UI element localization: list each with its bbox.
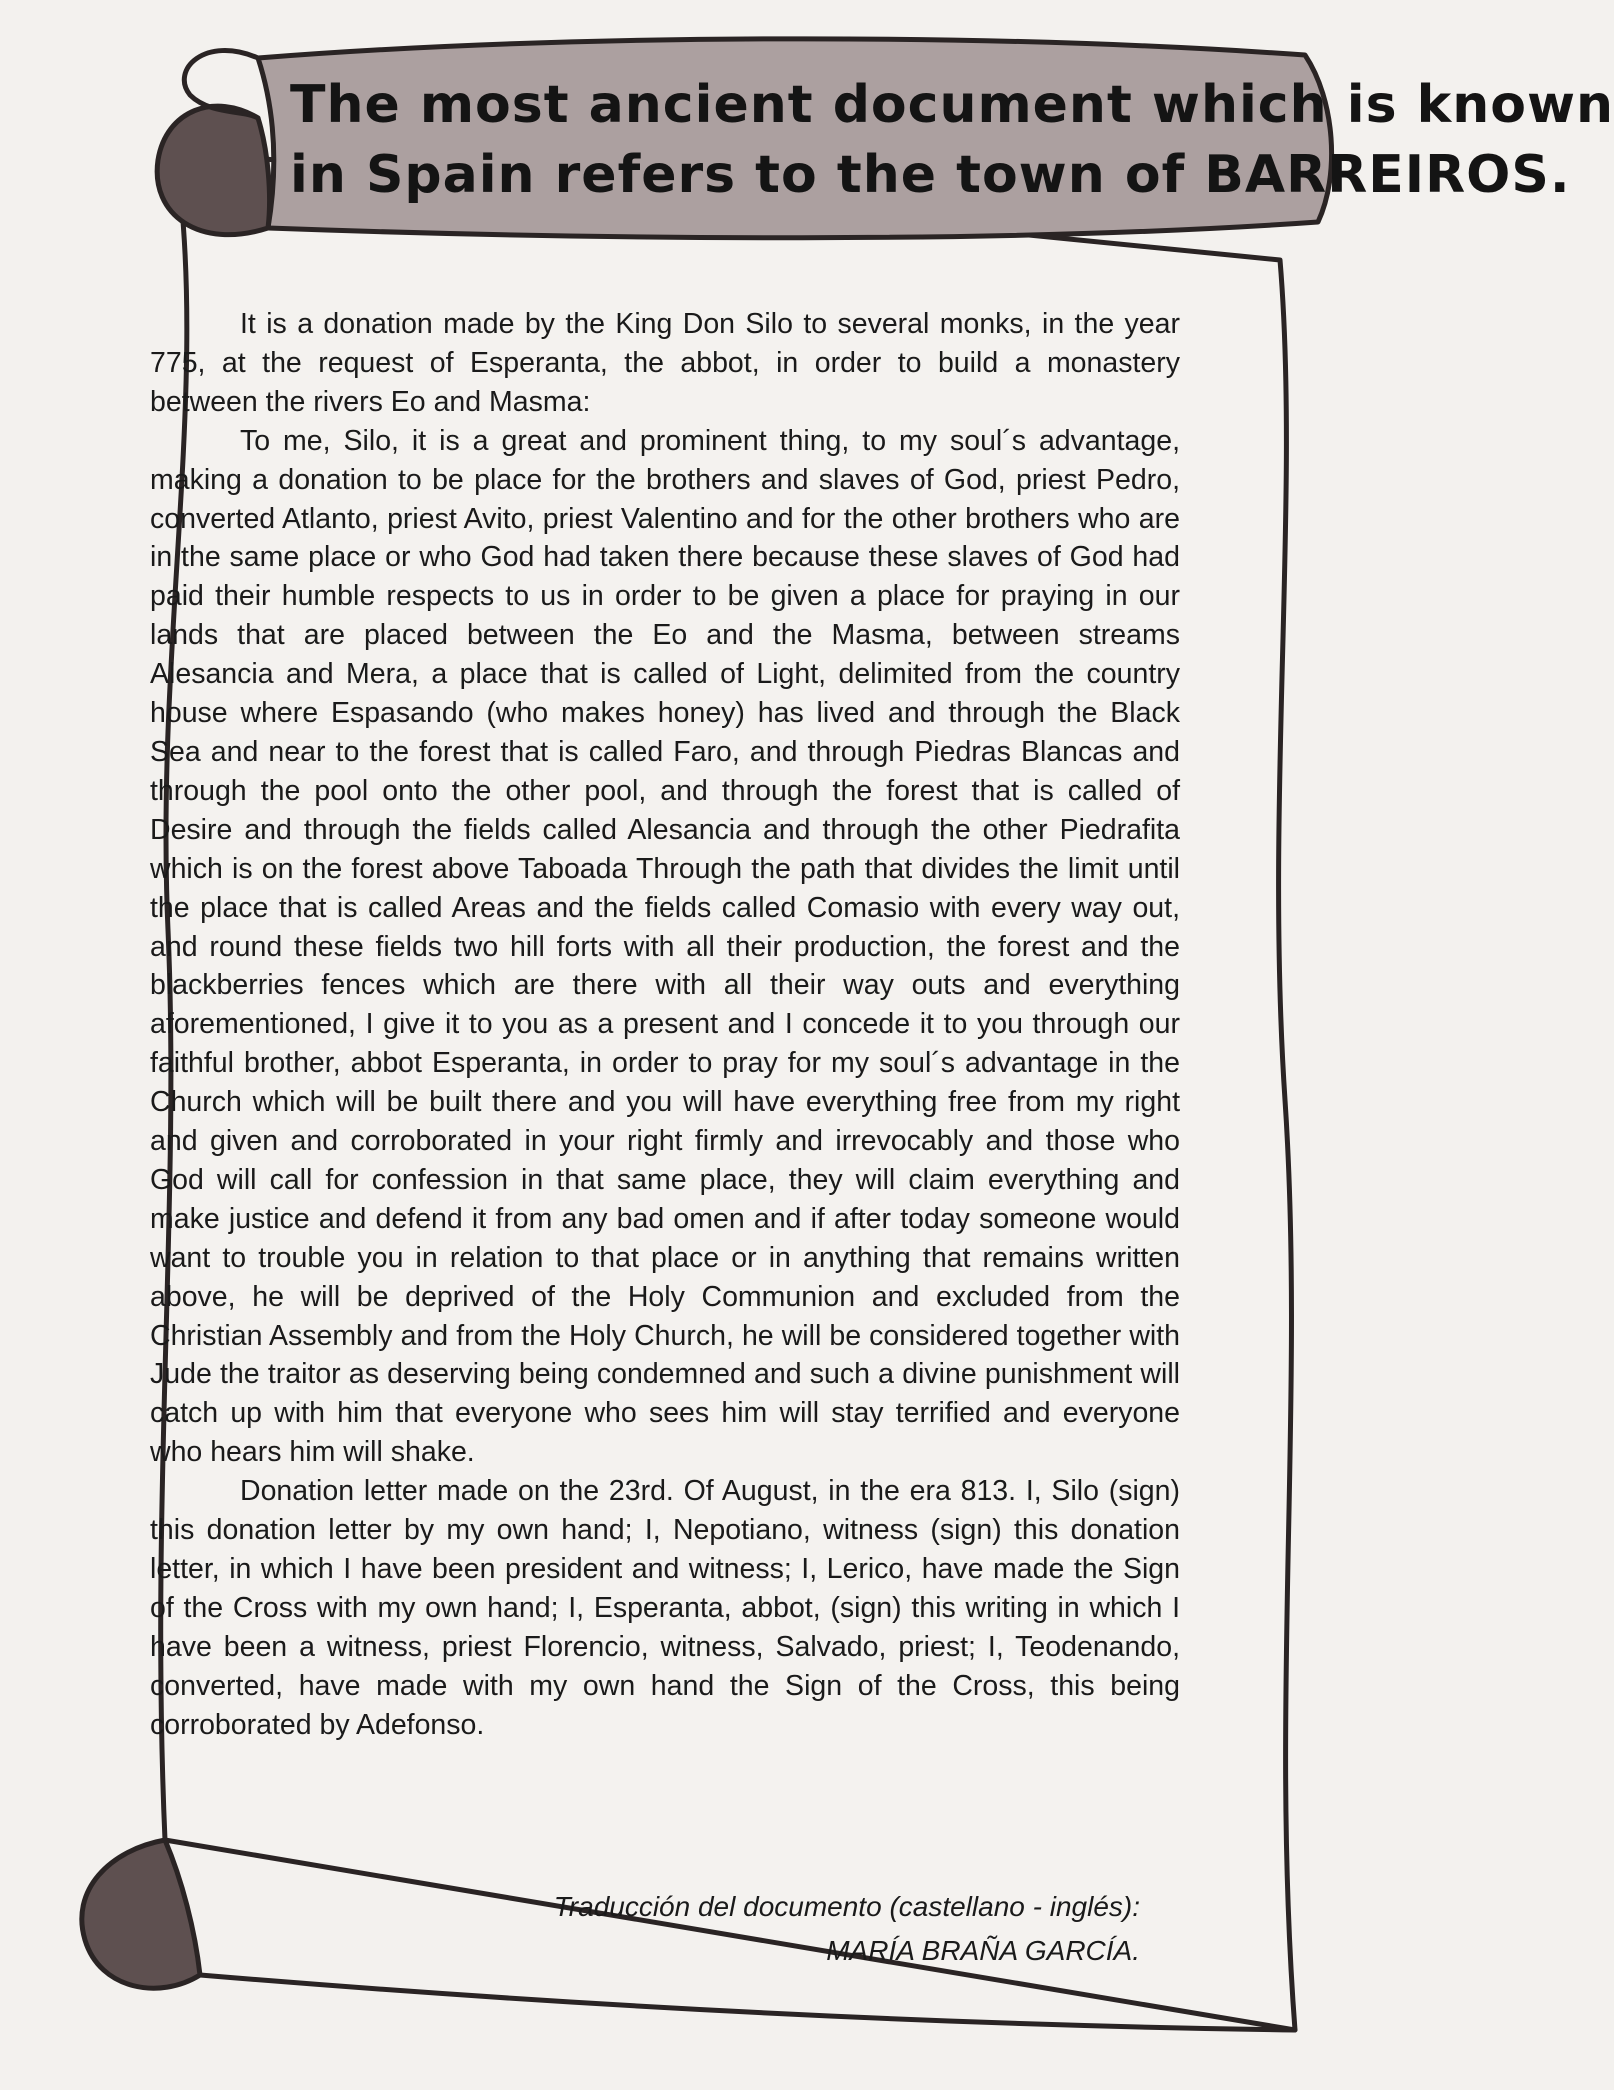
credit-line: Traducción del documento (castellano - inglés): [553,1891,1140,1922]
bottom-curl [82,1840,200,1988]
banner-title [290,70,1614,210]
translation-credit [554,1885,1140,1973]
translator-name: MARÍA BRAÑA GARCÍA. [826,1935,1140,1966]
top-curl [157,106,269,235]
intro-paragraph: It is a donation made by the King Don Silo to several monks, in the year 775, at the request of Esperanta, the abbot, in order to build a monastery between the rivers Eo and Masma: [150,308,1180,418]
signatures-paragraph: Donation letter made on the 23rd. Of August, in the era 813. I, Silo (sign) this donation letter by my own hand; I, Nepotiano, witness (sign) this donation letter, in which I have been president and witness; I, Lerico, have made the Sign of the Cross with my own hand; I, Esperanta, abbot, (sign) this writing in which I have been a witness, priest Florencio, witness, Salvado, priest; I, Teodenando, converted, have made with my own hand the Sign of the Cross, this being corroborated by Adefonso. [150,1475,1180,1741]
banner-title-line-1: The most ancient document which is known [290,75,1614,135]
donation-paragraph: To me, Silo, it is a great and prominent thing, to my soul´s advantage, making a donation to be place for the brothers and slaves of God, priest Pedro, converted Atlanto, priest Avito, priest Valentino and for the other brothers who are in the same place or who God had taken there because these slaves of God had paid their humble respects to us in order to be given a place for praying in our lands that are placed between the Eo and the Masma, between streams Alesancia and Mera, a place that is called of Light, delimited from the country house where Espasando (who makes honey) has lived and through the Black Sea and near to the forest that is called Faro, and through Piedras Blancas and through the pool onto the other pool, and through the forest that is called of Desire and through the fields called Alesancia and through the other Piedrafita which is on the forest above Taboada Through the path that divides the limit until the place that is called Areas and the fields called Comasio with every way out, and round these fields two hill forts with all their production, the forest and the blackberries fences which are there with all their way outs and everything aforementioned, I give it to you as a present and I concede it to you through our faithful brother, abbot Esperanta, in order to pray for my soul´s advantage in the Church which will be built there and you will have everything free from my right and given and corroborated in your right firmly and irrevocably and those who God will call for confession in that same place, they will claim everything and make justice and defend it from any bad omen and if after today someone would want to trouble you in relation to that place or in anything that remains written above, he will be deprived of the Holy Communion and excluded from the Christian Assembly and from the Holy Church, he will be considered together with Jude the traitor as deserving being condemned and such a divine punishment will catch up with him that everyone who sees him will stay terrified and everyone who hears him will shake. [150,424,1180,1469]
banner-title-line-2: in Spain refers to the town of BARREIROS. [290,145,1571,205]
document-body [150,305,1180,1745]
